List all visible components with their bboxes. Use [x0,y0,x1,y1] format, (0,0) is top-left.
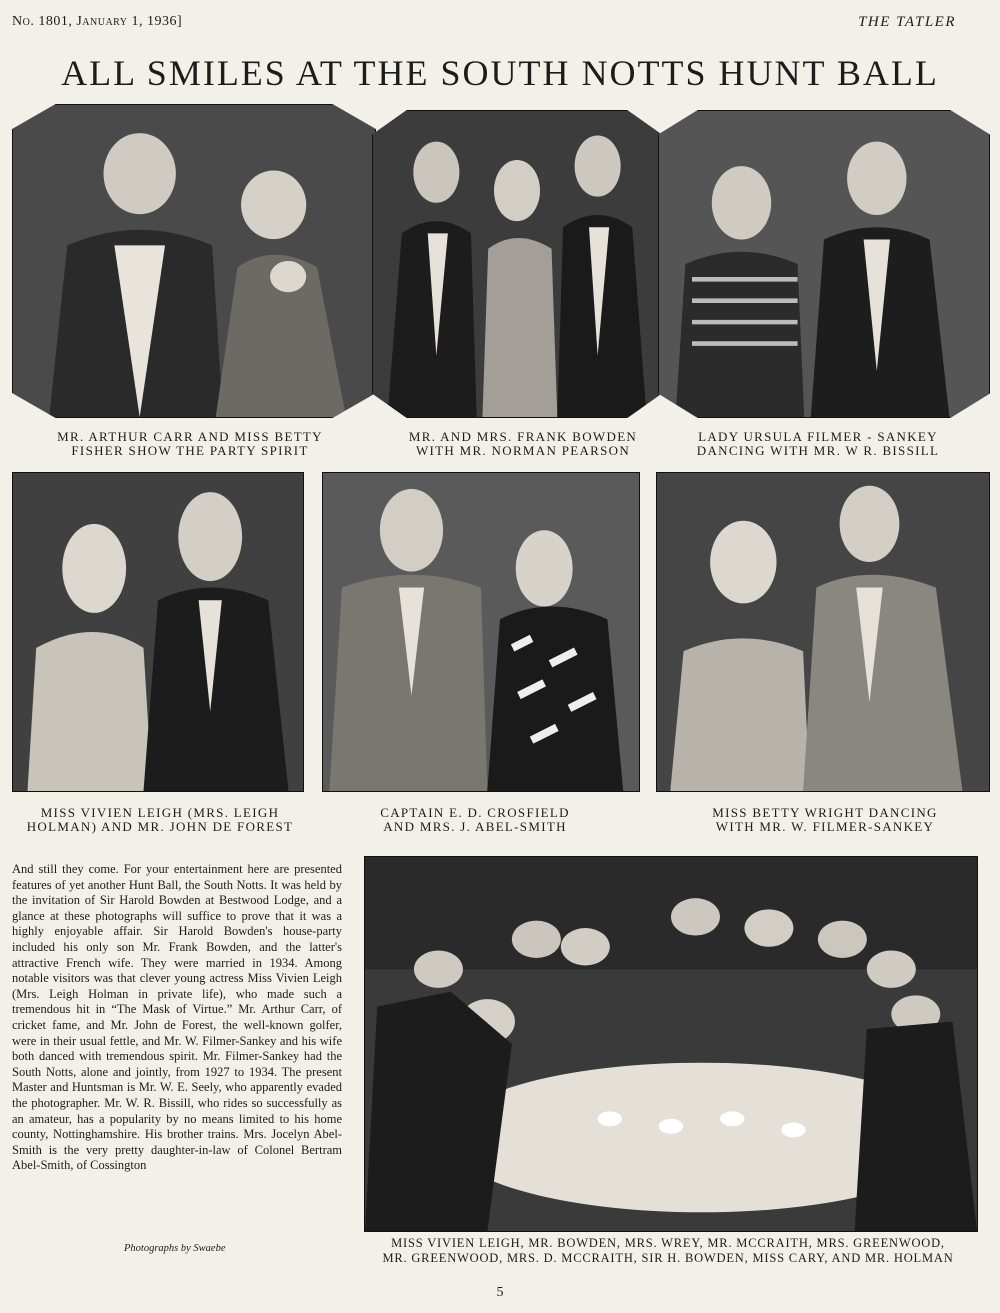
caption-photo-5: CAPTAIN E. D. CROSFIELD AND MRS. J. ABEL-SMITH [380,805,570,834]
photo-arthur-carr-betty-fisher [12,104,376,418]
page-number: 5 [496,1285,504,1300]
caption-photo-1: MR. ARTHUR CARR AND MISS BETTY FISHER SHOW THE PARTY SPIRIT [57,429,323,458]
page-title: ALL SMILES AT THE SOUTH NOTTS HUNT BALL [61,53,939,93]
photo-crosfield-abel-smith [322,472,640,792]
caption-photo-4: MISS VIVIEN LEIGH (MRS. LEIGH HOLMAN) AND MR. JOHN DE FOREST [26,805,294,834]
photo-credit: Photographs by Swaebe [124,1243,226,1254]
caption-photo-2: MR. AND MRS. FRANK BOWDEN WITH MR. NORMAN PEARSON [408,429,638,458]
photo-frank-bowden-group [372,110,662,418]
article-text: And still they come. For your entertainment here are presented features of yet another Hunt Ball, the South Notts. It was held by the invitation of Sir Harold Bowden at Bestwood Lodge, and a glance at these photographs will suffice to prove that it was a highly enjoyable affair. Sir Harold Bowden's house-party included his only son Mr. Frank Bowden, and the latter's attractive French wife. They were married in 1934. Among notable visitors was that clever young actress Miss Vivien Leigh (Mrs. Leigh Holman in private life), who made such a tremendous hit in “The Mask of Virtue.” Mr. Arthur Carr, of cricket fame, and Mr. John de Forest, the well-known golfer, were in their usual fettle, and Mr. W. Filmer-Sankey and his wife both danced with tremendous spirit. Mr. Filmer-Sankey had the South Notts, alone and jointly, from 1927 to 1934. The present Master and Huntsman is Mr. W. E. Seely, who apparently evaded the photographer. Mr. W. R. Bissill, who rides so successfully as an amateur, has a popularity by no means limited to his home county, Nottinghamshire. His brother trains. Mrs. Jocelyn Abel-Smith is the very pretty daughter-in-law of Colonel Bertram Abel-Smith, of Cossington [12,862,342,1173]
caption-photo-6: MISS BETTY WRIGHT DANCING WITH MR. W. FILMER-SANKEY [712,805,938,834]
group-photo-caption: MISS VIVIEN LEIGH, MR. BOWDEN, MRS. WREY, MR. MCCRAITH, MRS. GREENWOOD, MR. GREENWOOD, MRS. D. MCCRAITH, SIR H. BOWDEN, MISS CARY, AND MR. HOLMAN [382,1236,954,1265]
photo-vivien-leigh-john-de-forest [12,472,304,792]
photo-betty-wright-filmer-sankey [656,472,990,792]
photo-dinner-table-group [364,856,978,1232]
magazine-name: THE TATLER [858,14,956,30]
issue-line: No. 1801, January 1, 1936] [12,14,183,29]
photo-ursula-filmer-sankey [658,110,990,418]
caption-photo-3: LADY URSULA FILMER - SANKEY DANCING WITH MR. W R. BISSILL [696,429,940,458]
